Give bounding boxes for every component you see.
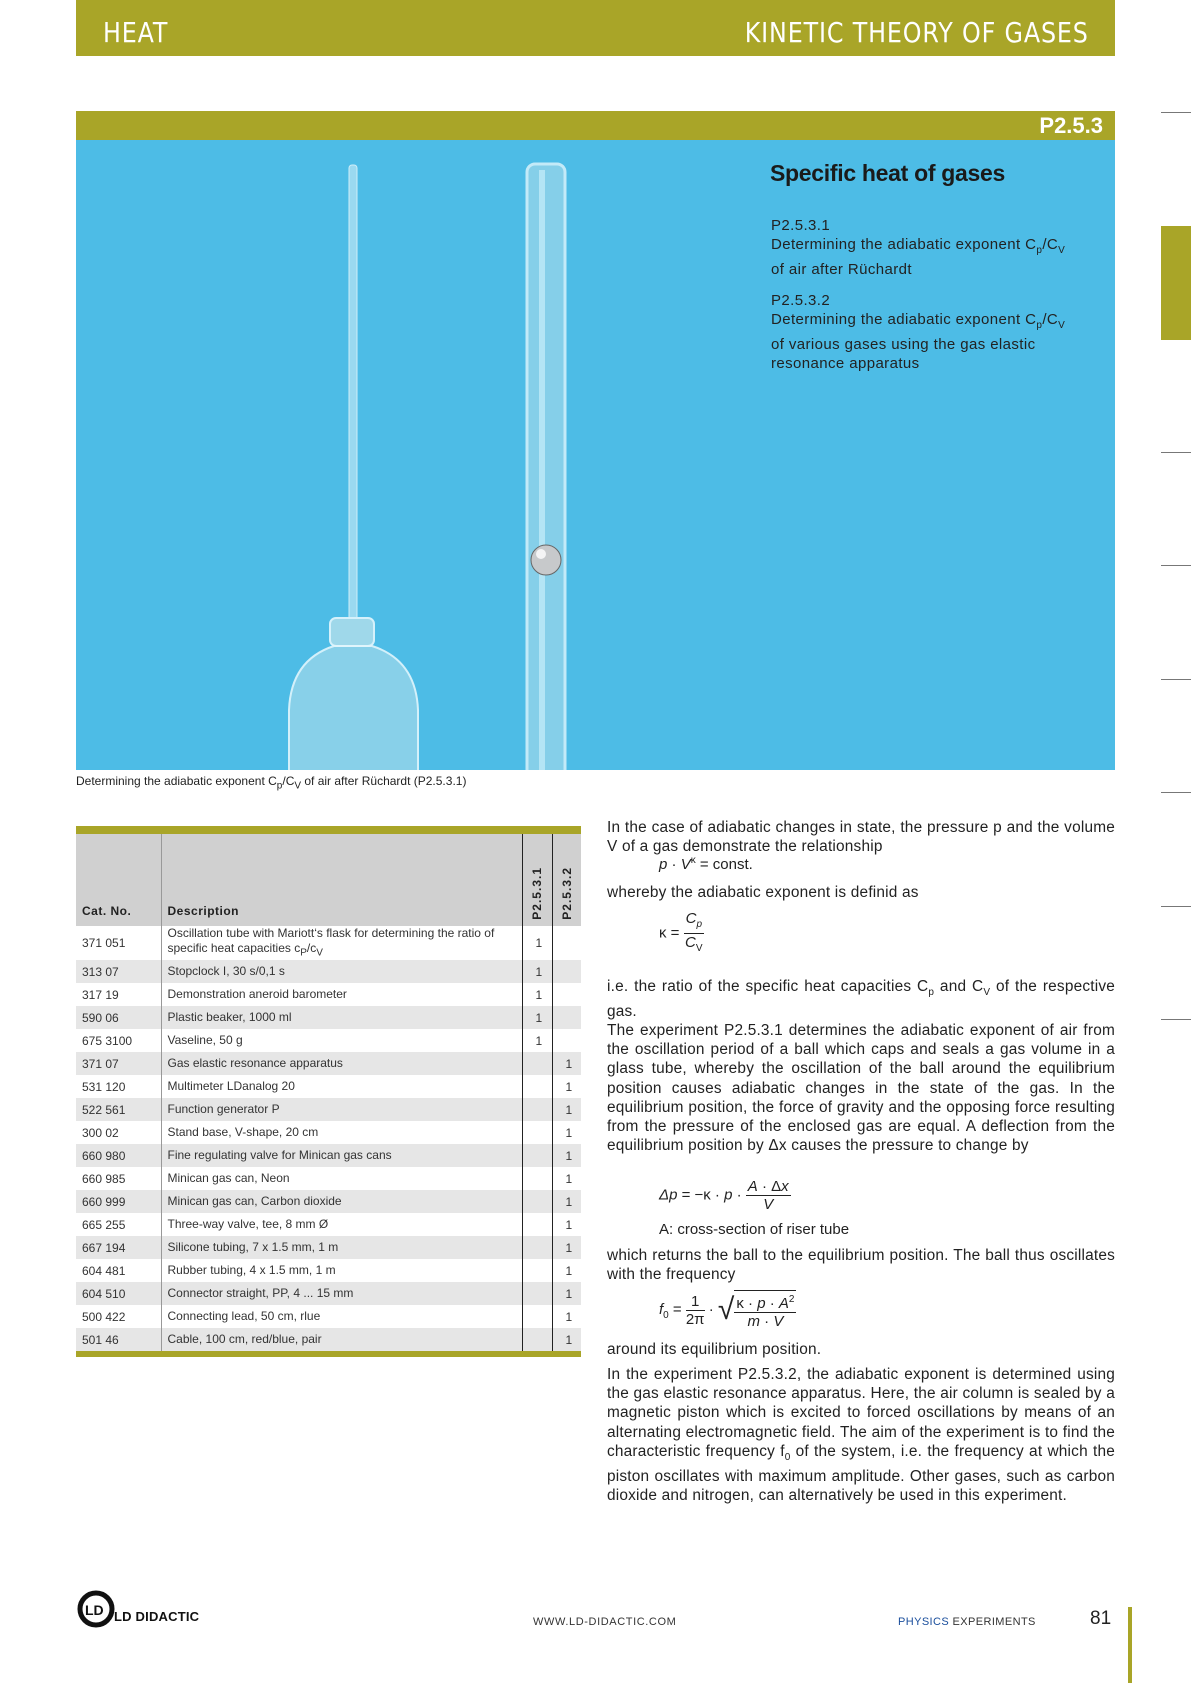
table-bottom-rule [76, 1351, 581, 1357]
cat-no-cell: 660 999 [76, 1190, 161, 1213]
quantity-cell-exp1 [522, 1259, 552, 1282]
ld-logo-icon [76, 1587, 118, 1629]
quantity-cell-exp1 [522, 1098, 552, 1121]
experiment-item[interactable] [771, 291, 1101, 373]
experiment-title-rest: of air after Rüchardt [771, 261, 912, 278]
description-cell: Stopclock I, 30 s/0,1 s [161, 960, 522, 983]
description-cell: Function generator P [161, 1098, 522, 1121]
quantity-cell-exp2: 1 [552, 1282, 581, 1305]
cat-no-cell: 531 120 [76, 1075, 161, 1098]
header-description: Description [161, 834, 522, 926]
experiment-code-label: P2.5.3.2 [771, 292, 831, 309]
table-row [76, 1305, 581, 1328]
body-paragraph: In the case of adiabatic changes in state, the pressure p and the volume V of a gas demonstrate the relationship [607, 819, 1115, 856]
body-paragraph: around its equilibrium position. [607, 1341, 822, 1358]
body-paragraph: i.e. the ratio of the specific heat capacities $C_p$ and $C_V$ of the respective gas. [607, 978, 1115, 1021]
body-paragraph: which returns the ball to the equilibrium position. The ball thus oscillates with the frequency [607, 1247, 1115, 1284]
quantity-cell-exp2: 1 [552, 1167, 581, 1190]
ld-didactic-logo[interactable] [76, 1587, 200, 1634]
quantity-cell-exp2: 1 [552, 1328, 581, 1351]
experiment-item[interactable] [771, 216, 1101, 279]
quantity-cell-exp1: 1 [522, 1006, 552, 1029]
table-row [76, 926, 581, 960]
quantity-cell-exp2: 1 [552, 1190, 581, 1213]
quantity-cell-exp1 [522, 1121, 552, 1144]
description-cell: Silicone tubing, 7 x 1.5 mm, 1 m [161, 1236, 522, 1259]
description-cell: Stand base, V-shape, 20 cm [161, 1121, 522, 1144]
cat-no-cell: 604 481 [76, 1259, 161, 1282]
cat-no-cell: 604 510 [76, 1282, 161, 1305]
quantity-cell-exp1 [522, 1190, 552, 1213]
cat-no-cell: 590 06 [76, 1006, 161, 1029]
quantity-cell-exp1 [522, 1328, 552, 1351]
table-row [76, 960, 581, 983]
quantity-cell-exp1 [522, 1305, 552, 1328]
table-row [76, 1259, 581, 1282]
quantity-cell-exp2: 1 [552, 1144, 581, 1167]
quantity-cell-exp2: 1 [552, 1121, 581, 1144]
apparatus-illustration [76, 140, 776, 770]
quantity-cell-exp2 [552, 983, 581, 1006]
description-cell: Demonstration aneroid barometer [161, 983, 522, 1006]
table-row [76, 1098, 581, 1121]
cat-no-cell: 500 422 [76, 1305, 161, 1328]
footer-category: PHYSICS EXPERIMENTS [898, 1616, 1036, 1628]
quantity-cell-exp2: 1 [552, 1098, 581, 1121]
experiment-title-rest: of various gases using the gas elastic resonance apparatus [771, 336, 1036, 372]
description-cell: Connector straight, PP, 4 ... 15 mm [161, 1282, 522, 1305]
register-line [1161, 906, 1191, 907]
description-cell: Rubber tubing, 4 x 1.5 mm, 1 m [161, 1259, 522, 1282]
cat-no-cell: 522 561 [76, 1098, 161, 1121]
equation-delta-p: Δp = −κ · p · $\frac{A \cdot \Delta x}{V}$ [659, 1178, 789, 1213]
section-header [76, 0, 1115, 56]
table-row [76, 1167, 581, 1190]
table-row [76, 1075, 581, 1098]
header-experiment-2: P2.5.3.2 [552, 834, 581, 926]
header-cat-no: Cat. No. [76, 834, 161, 926]
quantity-cell-exp2: 1 [552, 1075, 581, 1098]
table-row [76, 1236, 581, 1259]
equation-note: A: cross-section of riser tube [659, 1221, 850, 1238]
table-row [76, 1121, 581, 1144]
figure-caption: Determining the adiabatic exponent $C_p/C_V$ of air after Rüchardt (P2.5.3.1) [76, 774, 467, 792]
cat-no-cell: 660 985 [76, 1167, 161, 1190]
description-cell: Minican gas can, Carbon dioxide [161, 1190, 522, 1213]
quantity-cell-exp2 [552, 1006, 581, 1029]
description-cell: Oscillation tube with Mariott‘s flask for determining the ratio of specific heat capacities $c_P/c_V$ [161, 926, 522, 960]
register-line [1161, 565, 1191, 566]
description-cell: Minican gas can, Neon [161, 1167, 522, 1190]
cat-no-cell: 665 255 [76, 1213, 161, 1236]
description-cell: Fine regulating valve for Minican gas cans [161, 1144, 522, 1167]
quantity-cell-exp1 [522, 1167, 552, 1190]
equation-adiabatic: $p \cdot V^\kappa$ = const. [659, 855, 753, 873]
quantity-cell-exp2: 1 [552, 1305, 581, 1328]
experiment-code-label: P2.5.3.1 [771, 217, 831, 234]
quantity-cell-exp1 [522, 1213, 552, 1236]
register-tab-active[interactable] [1161, 226, 1191, 340]
table-row [76, 1052, 581, 1075]
description-cell: Multimeter LDanalog 20 [161, 1075, 522, 1098]
quantity-cell-exp1 [522, 1236, 552, 1259]
description-cell: Plastic beaker, 1000 ml [161, 1006, 522, 1029]
equation-frequency: $f_0$ = $\frac{1}{2\pi}$ · √ $\frac{\kappa \cdot p \cdot A^2}{m \cdot V}$ [659, 1290, 796, 1330]
equipment-table [76, 826, 581, 1357]
section-title-left: HEAT [103, 16, 169, 49]
register-line [1161, 112, 1191, 113]
quantity-cell-exp1: 1 [522, 983, 552, 1006]
table-row [76, 983, 581, 1006]
page-title: Specific heat of gases [770, 160, 1005, 186]
cat-no-cell: 371 07 [76, 1052, 161, 1075]
table-row [76, 1144, 581, 1167]
experiment-title: Determining the adiabatic exponent $C_p/C_V$ [771, 311, 1066, 331]
quantity-cell-exp1 [522, 1144, 552, 1167]
experiment-title: Determining the adiabatic exponent $C_p/C_V$ [771, 236, 1066, 256]
footer-url[interactable]: WWW.LD-DIDACTIC.COM [533, 1616, 677, 1628]
table-row [76, 1006, 581, 1029]
section-title-right: KINETIC THEORY OF GASES [744, 16, 1089, 49]
table-row [76, 1282, 581, 1305]
quantity-cell-exp1: 1 [522, 960, 552, 983]
quantity-cell-exp2 [552, 1029, 581, 1052]
quantity-cell-exp2 [552, 960, 581, 983]
table-row [76, 1328, 581, 1351]
table-row [76, 1213, 581, 1236]
quantity-cell-exp1 [522, 1282, 552, 1305]
table-row [76, 1029, 581, 1052]
quantity-cell-exp2: 1 [552, 1236, 581, 1259]
page-edge-rule [1128, 1607, 1132, 1683]
quantity-cell-exp1 [522, 1075, 552, 1098]
quantity-cell-exp2: 1 [552, 1213, 581, 1236]
register-line [1161, 1019, 1191, 1020]
experiment-code: P2.5.3 [1039, 113, 1103, 138]
cat-no-cell: 300 02 [76, 1121, 161, 1144]
quantity-cell-exp2 [552, 926, 581, 960]
description-cell: Vaseline, 50 g [161, 1029, 522, 1052]
register-line [1161, 679, 1191, 680]
experiment-code-bar [76, 111, 1115, 140]
quantity-cell-exp1 [522, 1052, 552, 1075]
svg-text:LD: LD [85, 1602, 104, 1618]
table-top-rule [76, 826, 581, 834]
description-cell: Cable, 100 cm, red/blue, pair [161, 1328, 522, 1351]
equation-kappa: κ = $\frac{C_p}{C_V}$ [659, 910, 703, 954]
header-experiment-1: P2.5.3.1 [522, 834, 552, 926]
register-line [1161, 792, 1191, 793]
cat-no-cell: 660 980 [76, 1144, 161, 1167]
table-row [76, 1190, 581, 1213]
cat-no-cell: 667 194 [76, 1236, 161, 1259]
page-number: 81 [1090, 1608, 1112, 1629]
cat-no-cell: 675 3100 [76, 1029, 161, 1052]
cat-no-cell: 313 07 [76, 960, 161, 983]
body-paragraph: In the experiment P2.5.3.2, the adiabatic exponent is determined using the gas elastic resonance apparatus. Here, the air column is sealed by a magnetic piston which is excited to forced oscillations by means of an alternating electromagnetic field. The aim of the experiment is to find the characteristic frequency $f_0$ of the system, i.e. the frequency at which the piston oscillates with maximum amplitude. Other gases, such as carbon dioxide and nitrogen, can alternatively be used in this experiment. [607, 1366, 1115, 1505]
quantity-cell-exp2: 1 [552, 1259, 581, 1282]
cat-no-cell: 317 19 [76, 983, 161, 1006]
cat-no-cell: 501 46 [76, 1328, 161, 1351]
description-cell: Gas elastic resonance apparatus [161, 1052, 522, 1075]
body-paragraph: The experiment P2.5.3.1 determines the adiabatic exponent of air from the oscillation period of a ball which caps and seals a gas volume in a glass tube, whereby the oscillation of the ball around the equilibrium position causes adiabatic changes in the state of the gas. In the equilibrium position, the force of gravity and the opposing force resulting from the pressure of the enclosed gas are equal. A deflection from the equilibrium position by Δx causes the pressure to change by [607, 1022, 1115, 1155]
brand-name: LD DIDACTIC [114, 1609, 200, 1624]
description-cell: Three-way valve, tee, 8 mm Ø [161, 1213, 522, 1236]
quantity-cell-exp1: 1 [522, 1029, 552, 1052]
body-paragraph: whereby the adiabatic exponent is definid as [607, 884, 919, 901]
quantity-cell-exp1: 1 [522, 926, 552, 960]
cat-no-cell: 371 051 [76, 926, 161, 960]
quantity-cell-exp2: 1 [552, 1052, 581, 1075]
register-line [1161, 452, 1191, 453]
description-cell: Connecting lead, 50 cm, rlue [161, 1305, 522, 1328]
